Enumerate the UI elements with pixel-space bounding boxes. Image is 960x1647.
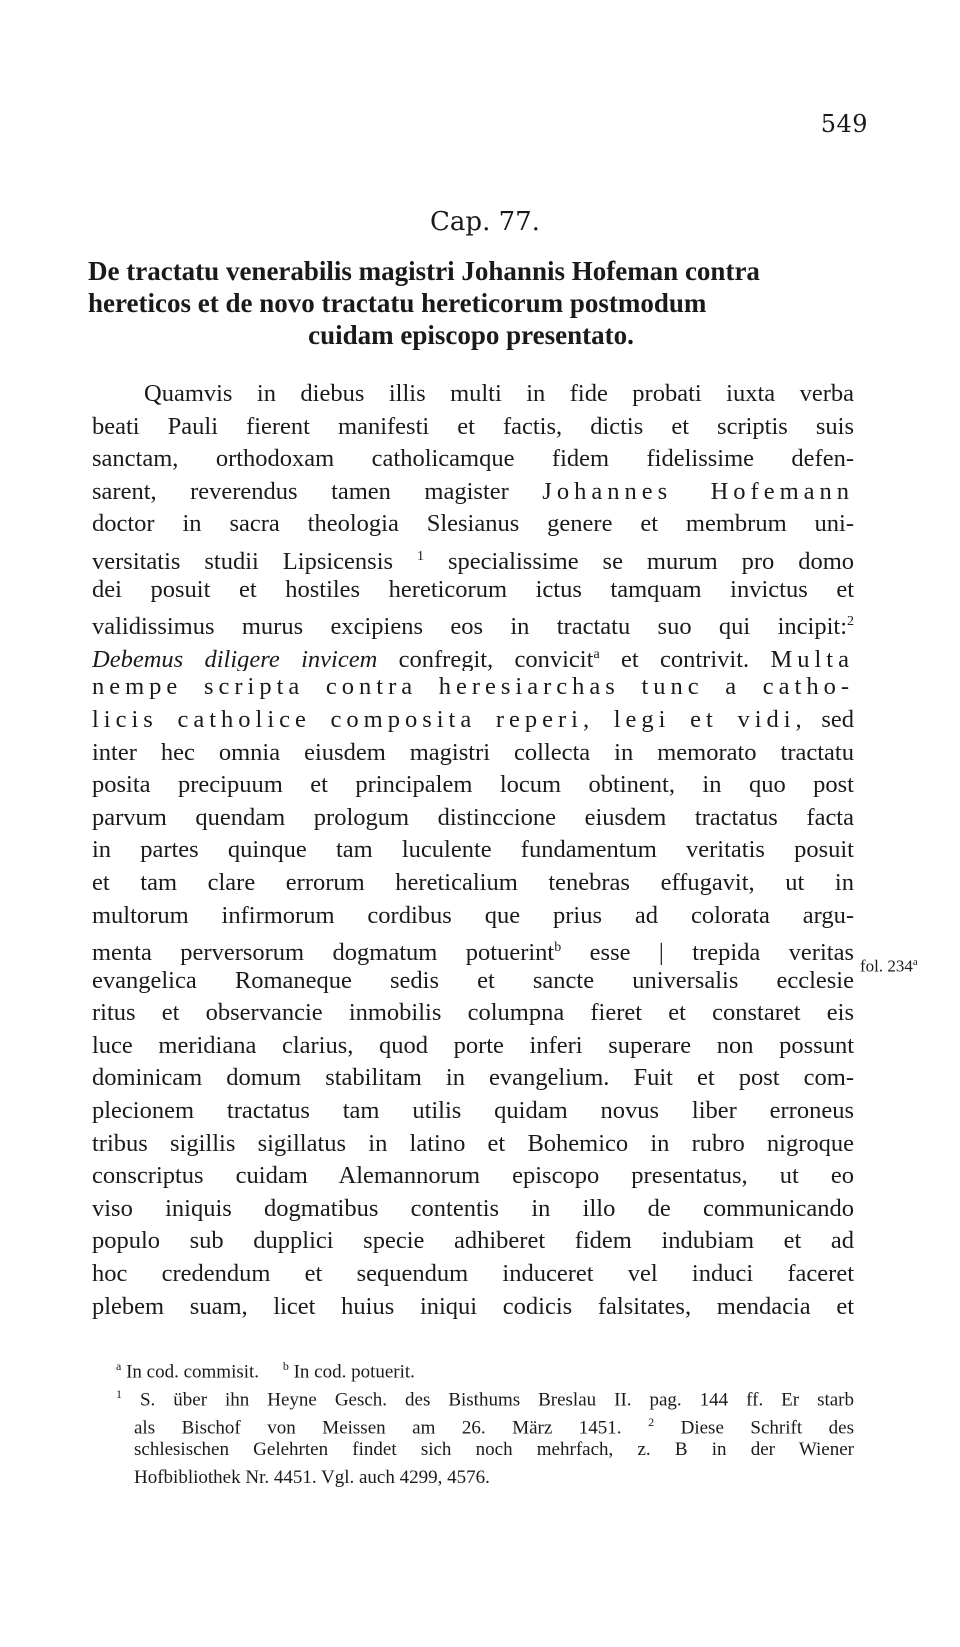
text-line	[92, 606, 854, 639]
text-line: multorum infirmorum cordibus que prius ad colorata argu-	[92, 901, 854, 929]
text-line: Quamvis in diebus illis multi in fide probati iuxta verba	[144, 380, 854, 407]
footnote-text: Diese Schrift des	[680, 1417, 854, 1439]
text-line	[92, 932, 854, 965]
text-line-spaced: nempe scripta contra heresiarchas tunc a catho-	[92, 673, 854, 701]
text-line: posita precipuum et principalem locum obtinent, in quo post	[92, 771, 854, 799]
footnote-mark: b	[282, 1359, 289, 1373]
footnote-mark: a	[116, 1359, 122, 1373]
text-line: in partes quinque tam luculente fundamentum veritatis posuit	[92, 836, 854, 864]
text-line: hoc credendum et sequendum induceret vel induci faceret	[92, 1260, 854, 1288]
text-line: plecionem tractatus tam utilis quidam novus liber erroneus	[92, 1097, 854, 1125]
footnote-text: S. über ihn Heyne Gesch. des Bisthums Breslau II. pag. 144 ff. Er starb	[139, 1389, 855, 1411]
text-span: et contrivit.	[620, 645, 750, 672]
text-line: dominicam domum stabilitam in evangelium. Fuit et post com-	[92, 1064, 854, 1092]
section-title-line: cuidam episcopo presentato.	[308, 320, 634, 350]
spaced-word: Multa	[770, 645, 854, 672]
text-line	[92, 704, 854, 737]
text-line: dei posuit et hostiles hereticorum ictus tamquam invictus et	[92, 575, 854, 603]
footnote-ab	[116, 1352, 854, 1383]
footnote-2: schlesischen Gelehrten findet sich noch mehrfach, z. B in der Wiener	[134, 1439, 854, 1460]
text-line: beati Pauli fierent manifesti et factis, dictis et scriptis suis	[92, 412, 854, 440]
text-line: conscriptus cuidam Alemannorum episcopo presentatus, ut eo	[92, 1162, 854, 1190]
text-span: validissimus murus excipiens eos in tractatu suo qui incipit:	[92, 613, 847, 639]
text-line: et tam clare errorum hereticalium tenebras effugavit, ut in	[92, 868, 854, 896]
section-title	[88, 255, 854, 351]
incipit-title: Debemus diligere invicem	[92, 645, 378, 672]
text-span: sed	[821, 705, 854, 733]
chapter-heading: Cap. 77.	[430, 207, 540, 237]
text-line: luce meridiana clarius, quod porte inferi superare non possunt	[92, 1031, 854, 1059]
footnote-mark: 1	[116, 1387, 122, 1401]
footnote-text: In cod. commisit.	[126, 1361, 260, 1383]
footnote-ref: b	[554, 940, 562, 956]
footnote-1-2	[116, 1408, 854, 1439]
footnote-mark: 2	[648, 1415, 655, 1429]
text-span: esse | trepida veritas	[589, 939, 854, 965]
folio-text: fol. 234	[860, 956, 913, 976]
page-number: 549	[820, 110, 868, 138]
text-line: inter hec omnia eiusdem magistri collecta in memorato tractatu	[92, 738, 854, 766]
footnote-ref: 1	[417, 548, 424, 564]
body-text	[92, 378, 854, 1323]
text-span: sarent, reverendus tamen magister	[92, 477, 509, 505]
footnote-2-end: Hofbibliothek Nr. 4451. Vgl. auch 4299, 4576.	[134, 1467, 490, 1488]
text-line: tribus sigillis sigillatus in latino et Bohemico in rubro nigroque	[92, 1129, 854, 1157]
text-span: versitatis studii Lipsicensis	[92, 548, 394, 574]
text-line: doctor in sacra theologia Slesianus genere et membrum uni-	[92, 510, 854, 538]
footnotes	[116, 1352, 854, 1492]
footnote-ref: 2	[847, 614, 854, 630]
text-line: viso iniquis dogmatibus contentis in illo de communicando	[92, 1194, 854, 1222]
text-line: parvum quendam prologum distinccione eiusdem tractatus facta	[92, 803, 854, 831]
text-span: menta perversorum dogmatum potuerint	[92, 939, 555, 965]
text-line: plebem suam, licet huius iniqui codicis falsitates, mendacia et	[92, 1292, 854, 1320]
text-line: sanctam, orthodoxam catholicamque fidem fidelissime defen-	[92, 445, 854, 473]
footnote-text: In cod. potuerit.	[293, 1361, 415, 1383]
footnote-1	[116, 1380, 855, 1411]
text-line: populo sub dupplici specie adhiberet fidem indubiam et ad	[92, 1227, 854, 1255]
folio-sup: a	[912, 956, 918, 968]
text-span: specialissime se murum pro domo	[447, 548, 854, 574]
text-line	[92, 639, 854, 672]
section-title-line: hereticos et de novo tractatu hereticorum postmodum	[88, 288, 707, 318]
spaced-text: licis catholice composita reperi, legi et vidi,	[92, 705, 807, 733]
text-line: ritus et observancie inmobilis columpna fieret et constaret eis	[92, 999, 854, 1027]
footnote-ref: a	[593, 646, 600, 662]
section-title-line: De tractatu venerabilis magistri Johannis Hofeman contra	[88, 256, 760, 286]
footnote-text: als Bischof von Meissen am 26. März 1451.	[134, 1417, 622, 1439]
text-span: confregit, convicit	[398, 645, 594, 672]
text-line	[92, 476, 854, 509]
text-line	[92, 541, 854, 574]
folio-margin-note	[860, 956, 918, 977]
name-spaced: Johannes Hofemann	[542, 477, 854, 505]
text-line: evangelica Romaneque sedis et sancte universalis ecclesie	[92, 966, 854, 994]
